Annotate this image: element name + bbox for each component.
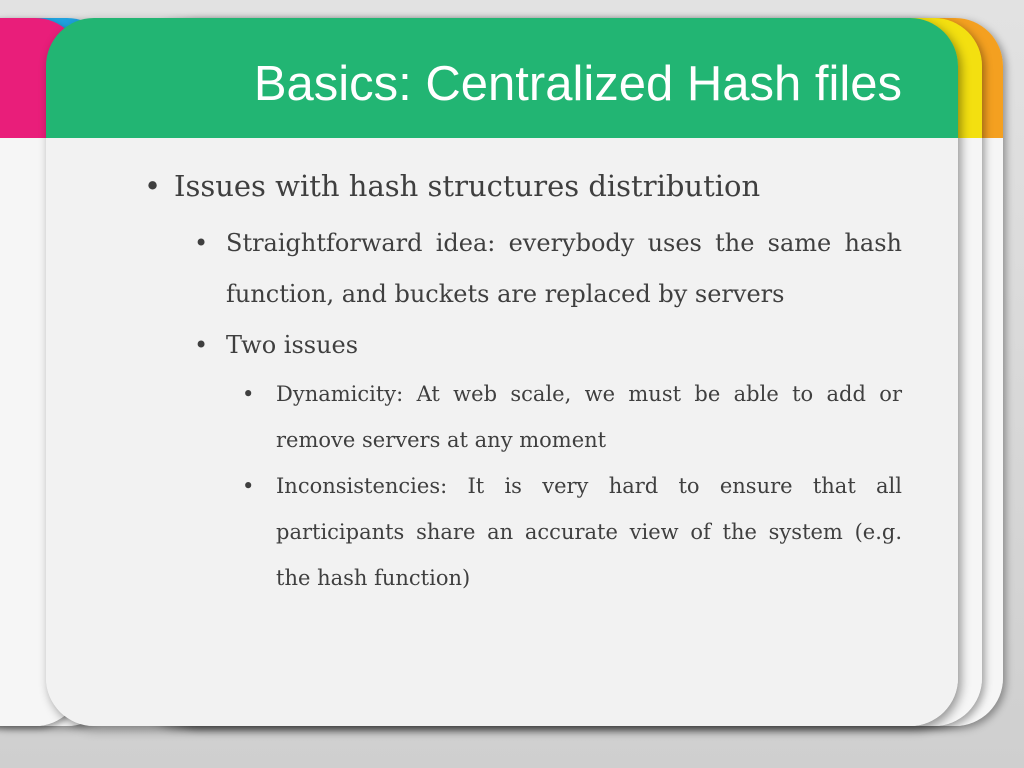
bullet-list-level-3	[240, 371, 902, 601]
sub-bullet-text: Two issues	[226, 331, 359, 359]
sub-sub-bullet-text: Dynamicity: At web scale, we must be able to add or remove servers at any moment	[276, 382, 902, 452]
sub-sub-bullet-item	[240, 371, 902, 463]
slide-title: Basics: Centralized Hash files	[253, 57, 902, 111]
bullet-item	[138, 166, 902, 601]
bullet-list-level-1	[138, 166, 902, 601]
sub-sub-bullet-text: Inconsistencies: It is very hard to ensure that all participants share an accurate view of the system (e.g. the hash function)	[276, 474, 902, 590]
sub-sub-bullet-item	[240, 463, 902, 601]
slide-content	[138, 166, 902, 601]
main-slide-card	[46, 18, 958, 726]
sub-bullet-text: Straightforward idea: everybody uses the same hash function, and buckets are replaced by servers	[226, 229, 902, 308]
title-band	[46, 18, 958, 138]
sub-bullet-item	[190, 320, 902, 601]
bullet-text: • Issues with hash structures distribution	[174, 169, 761, 203]
sub-bullet-item	[190, 218, 902, 320]
bullet-list-level-2	[190, 218, 902, 601]
